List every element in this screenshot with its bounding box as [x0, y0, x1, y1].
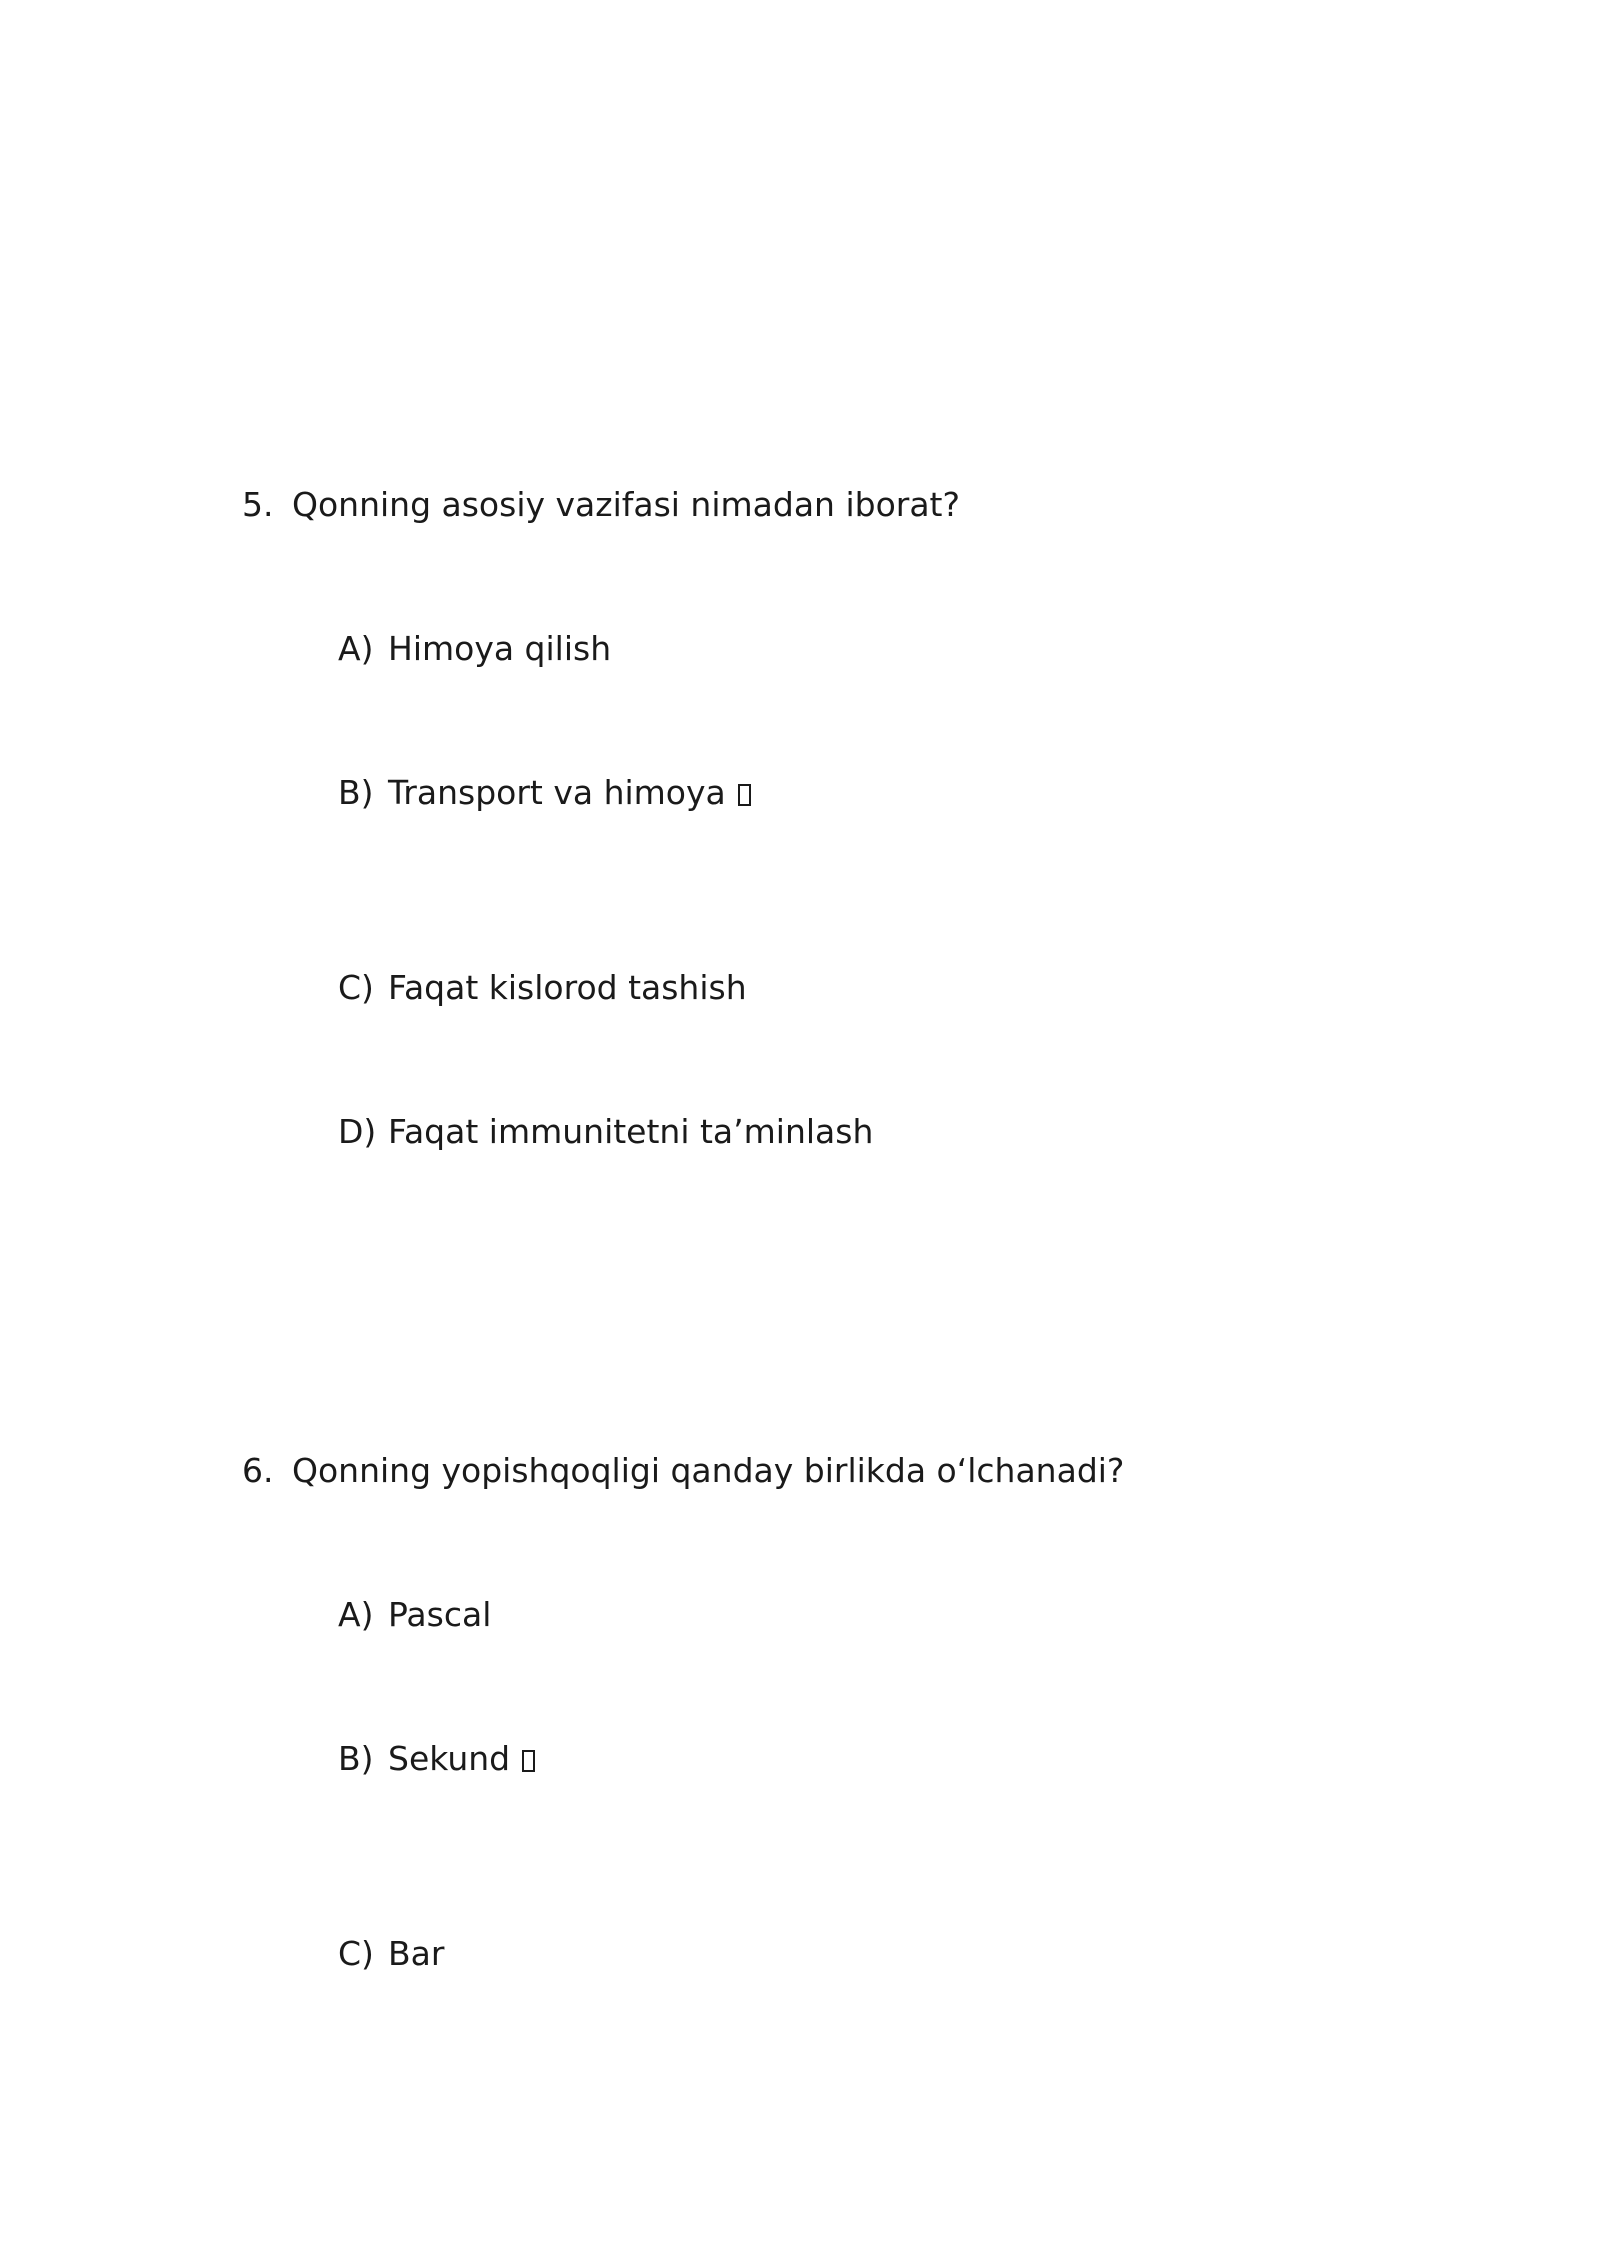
question-5-option-c	[338, 966, 747, 1010]
option-letter: C)	[338, 1934, 374, 1973]
option-text: Bar	[388, 1934, 445, 1973]
question-text: Qonning yopishqoqligi qanday birlikda o‘lchanadi?	[292, 1451, 1125, 1490]
option-text: Sekund	[388, 1739, 511, 1778]
question-5	[242, 483, 960, 527]
option-text: Himoya qilish	[388, 629, 612, 668]
option-text: Faqat kislorod tashish	[388, 968, 747, 1007]
question-5-option-b	[338, 771, 751, 815]
question-text: Qonning asosiy vazifasi nimadan iborat?	[292, 485, 961, 524]
answer-mark-icon	[522, 1750, 535, 1772]
question-number: 6.	[242, 1451, 274, 1490]
option-letter: A)	[338, 1595, 374, 1634]
question-5-option-a	[338, 627, 611, 671]
option-letter: B)	[338, 773, 374, 812]
option-text: Transport va himoya	[388, 773, 726, 812]
question-number: 5.	[242, 485, 274, 524]
answer-mark-icon	[738, 784, 751, 806]
question-6	[242, 1449, 1124, 1493]
question-6-option-c	[338, 1932, 444, 1976]
option-letter: C)	[338, 968, 374, 1007]
question-5-option-d	[338, 1110, 873, 1154]
option-letter: D)	[338, 1112, 377, 1151]
option-text: Faqat immunitetni ta’minlash	[388, 1112, 874, 1151]
question-6-option-a	[338, 1593, 491, 1637]
option-letter: A)	[338, 629, 374, 668]
question-6-option-b	[338, 1737, 535, 1781]
option-text: Pascal	[388, 1595, 492, 1634]
option-letter: B)	[338, 1739, 374, 1778]
